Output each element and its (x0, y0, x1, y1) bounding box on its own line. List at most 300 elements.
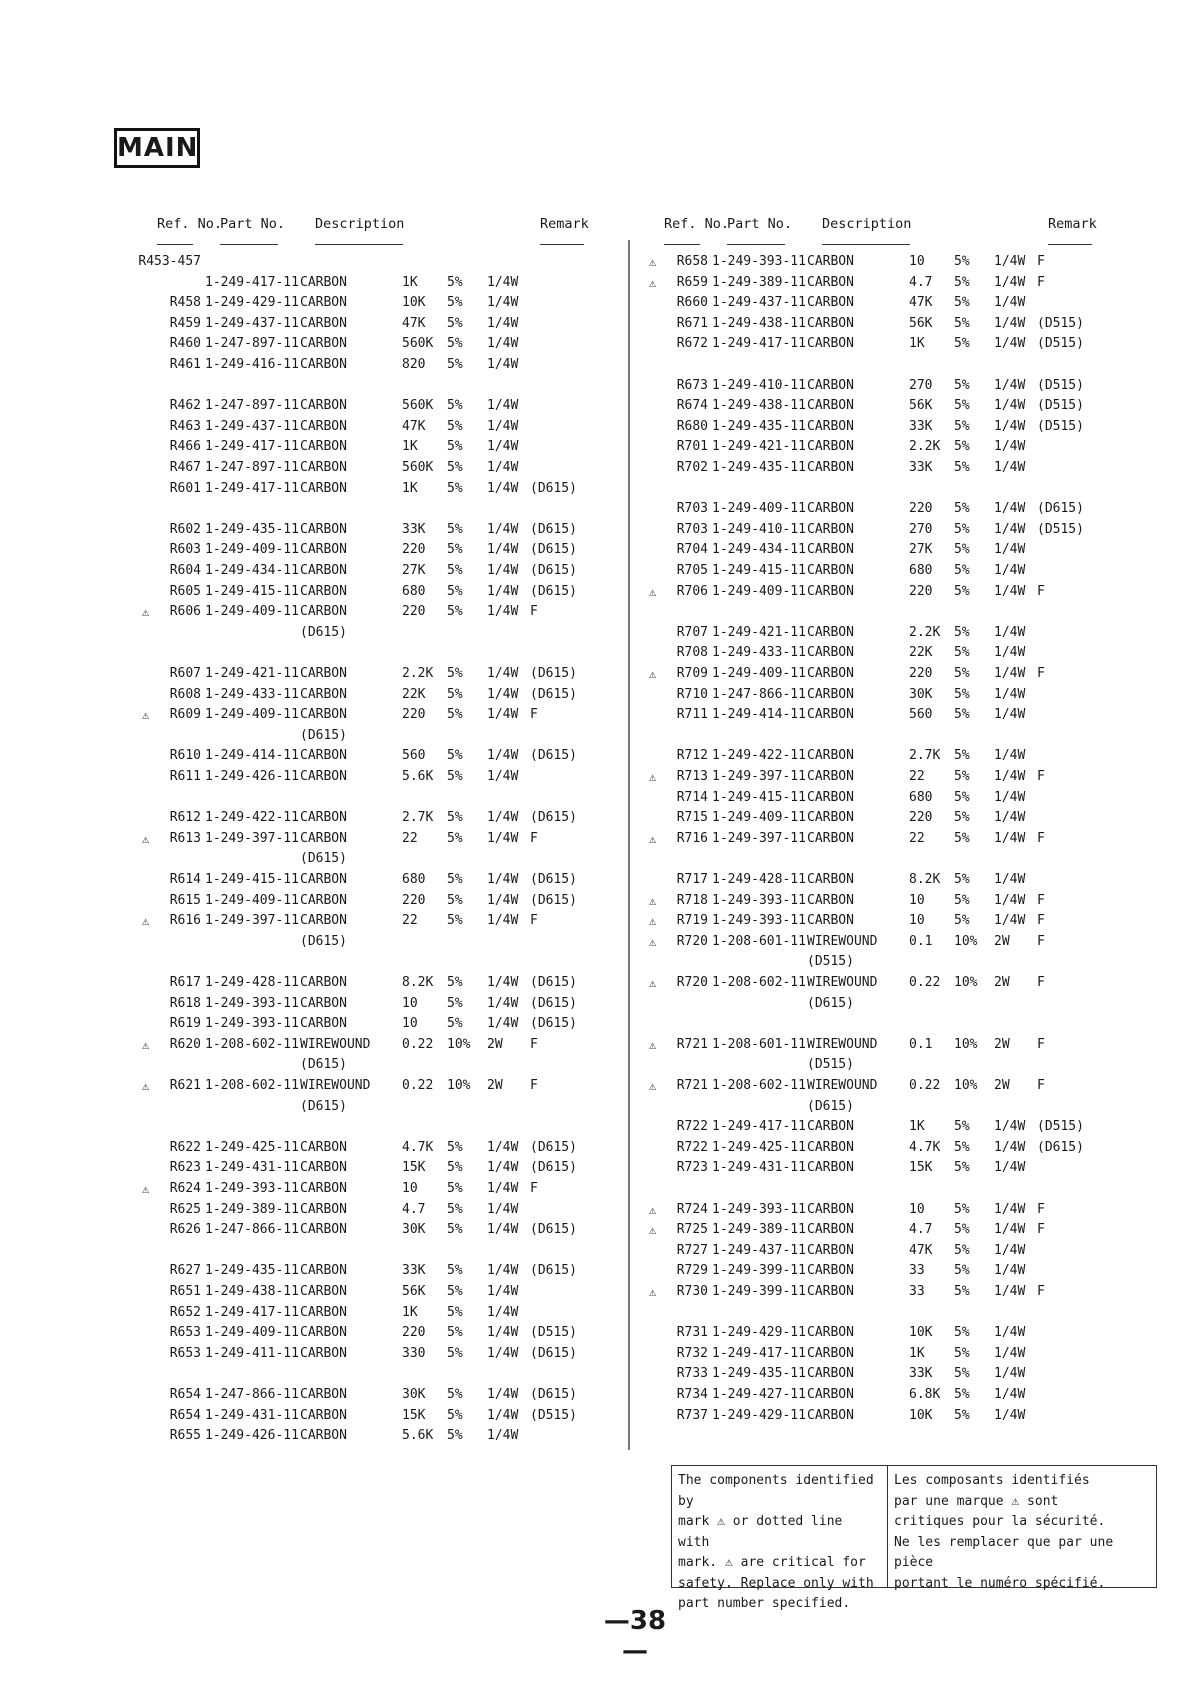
cell-watt: 1/4W (994, 377, 1026, 393)
cell-val: 1K (909, 1119, 925, 1135)
cell-desc: CARBON (807, 295, 854, 311)
table-row (664, 1055, 1124, 1075)
cell-desc: CARBON (807, 583, 854, 599)
cell-val: 33K (909, 460, 933, 475)
warning-triangle-icon: ⚠ (649, 976, 657, 990)
warning-triangle-icon: ⚠ (649, 1037, 657, 1052)
cell-tol: 5% (954, 583, 970, 599)
table-row (664, 788, 1124, 808)
cell-watt: 2W (994, 1078, 1010, 1093)
cell-val: 22 (402, 830, 418, 846)
cell-watt: 1/4W (487, 1387, 519, 1402)
table-row (664, 437, 1124, 457)
cell-tol: 5% (954, 789, 970, 805)
cell-val: 4.7K (402, 1139, 434, 1155)
cell-watt: 1/4W (994, 542, 1026, 558)
safety-note (671, 1465, 1157, 1611)
cell-val: 10K (909, 1407, 933, 1423)
cell-ref: R463 (169, 418, 201, 434)
cell-val: 10 (909, 913, 925, 929)
cell-ref: R604 (169, 563, 201, 578)
warning-triangle-icon: ⚠ (649, 255, 657, 269)
cell-note: (D515) (1037, 418, 1084, 434)
table-row (664, 520, 1124, 540)
cell-watt: 1/4W (994, 1407, 1026, 1423)
cell-watt: 1/4W (994, 686, 1026, 702)
cell-val: 30K (402, 1387, 426, 1402)
cell-note: (D615) (530, 995, 577, 1011)
cell-val: 680 (909, 563, 933, 578)
cell-note: (D615) (1037, 501, 1084, 517)
cell-tol: 5% (954, 439, 970, 455)
cell-desc: CARBON (807, 542, 854, 558)
cell-val: 220 (402, 604, 426, 620)
cell-tol: 5% (954, 1139, 970, 1155)
cell-ref: R453-457 (138, 254, 201, 269)
table-row (157, 1097, 617, 1117)
cell-watt: 1/4W (994, 1222, 1026, 1238)
cell-tol: 5% (447, 295, 463, 311)
cell-note: F (1037, 666, 1045, 681)
cell-desc: CARBON (300, 295, 347, 311)
note-line: mark ⚠ or dotted line with (678, 1514, 843, 1550)
table-row (649, 1035, 1124, 1055)
cell-note: F (1037, 583, 1045, 599)
cell-part: 1-249-421-11 (712, 439, 806, 455)
cell-part: 1-249-414-11 (205, 748, 299, 764)
cell-watt: 1/4W (994, 892, 1026, 908)
table-row (664, 952, 1124, 972)
cell-desc: (D615) (300, 727, 347, 743)
cell-desc: CARBON (300, 892, 347, 908)
table-row (157, 1385, 617, 1405)
cell-desc: CARBON (807, 1387, 854, 1402)
cell-watt: 1/4W (487, 583, 519, 599)
cell-ref: R707 (676, 624, 708, 640)
table-row (142, 911, 617, 931)
cell-val: 220 (909, 583, 933, 599)
table-row (142, 1179, 617, 1199)
cell-ref: R616 (169, 913, 201, 929)
cell-ref: R729 (676, 1263, 708, 1279)
cell-tol: 5% (954, 872, 970, 887)
cell-ref: R614 (169, 872, 201, 887)
table-row (157, 1138, 617, 1158)
cell-part: 1-249-417-11 (205, 274, 299, 290)
column-separator (628, 240, 630, 1450)
cell-val: 220 (402, 707, 426, 723)
cell-part: 1-249-409-11 (205, 604, 299, 620)
cell-desc: CARBON (300, 872, 347, 887)
cell-part: 1-249-422-11 (712, 748, 806, 764)
cell-desc: (D615) (300, 1057, 347, 1073)
cell-part: 1-249-415-11 (712, 563, 806, 578)
warning-triangle-icon: ⚠ (142, 831, 150, 846)
cell-val: 0.22 (909, 975, 941, 990)
table-row (157, 1323, 617, 1343)
cell-val: 330 (402, 1345, 426, 1361)
section-title: MAIN (114, 128, 200, 168)
cell-val: 1K (402, 439, 418, 455)
cell-watt: 1/4W (994, 295, 1026, 311)
cell-ref: R609 (169, 707, 201, 723)
cell-watt: 1/4W (994, 645, 1026, 661)
cell-ref: R712 (676, 748, 708, 764)
cell-part: 1-249-393-11 (712, 1201, 806, 1217)
table-row (142, 1076, 617, 1096)
warning-triangle-icon: ⚠ (649, 1223, 657, 1238)
cell-tol: 5% (447, 1181, 463, 1196)
cell-watt: 1/4W (994, 1160, 1026, 1176)
cell-val: 270 (909, 377, 933, 393)
cell-desc: CARBON (807, 1201, 854, 1217)
cell-ref: R717 (676, 872, 708, 887)
cell-tol: 5% (954, 398, 970, 414)
cell-part: 1-249-438-11 (205, 1284, 299, 1299)
cell-desc: CARBON (300, 1160, 347, 1176)
cell-part: 1-249-417-11 (712, 336, 806, 352)
warning-triangle-icon: ⚠ (142, 1182, 150, 1196)
cell-part: 1-249-437-11 (205, 315, 299, 331)
cell-part: 1-249-393-11 (205, 1016, 299, 1032)
cell-part: 1-249-426-11 (205, 1428, 299, 1444)
cell-watt: 1/4W (994, 624, 1026, 640)
cell-tol: 5% (447, 810, 463, 826)
cell-note: (D615) (530, 1016, 577, 1032)
note-line: critiques pour la sécurité. (894, 1514, 1106, 1529)
cell-note: (D615) (530, 975, 577, 990)
cell-val: 15K (402, 1407, 426, 1423)
cell-tol: 5% (447, 1222, 463, 1238)
cell-val: 0.1 (909, 1036, 933, 1052)
cell-note: F (1037, 1284, 1045, 1299)
cell-part: 1-249-433-11 (712, 645, 806, 661)
cell-watt: 1/4W (994, 336, 1026, 352)
cell-val: 560 (909, 707, 933, 723)
cell-tol: 5% (954, 460, 970, 475)
cell-watt: 1/4W (487, 975, 519, 990)
table-row (649, 1076, 1124, 1096)
warning-triangle-icon: ⚠ (649, 914, 657, 929)
table-row (142, 1035, 617, 1055)
cell-part: 1-249-389-11 (205, 1201, 299, 1217)
table-row (664, 994, 1124, 1014)
cell-ref: R673 (676, 377, 708, 393)
cell-part: 1-208-601-11 (712, 933, 806, 949)
table-row (157, 1406, 617, 1426)
cell-tol: 5% (447, 480, 463, 496)
cell-desc: WIREWOUND (807, 1078, 878, 1093)
cell-part: 1-249-393-11 (205, 1181, 299, 1196)
cell-watt: 1/4W (487, 1407, 519, 1423)
table-row (664, 1385, 1124, 1405)
cell-desc: CARBON (300, 810, 347, 826)
cell-desc: CARBON (300, 913, 347, 929)
cell-ref: R620 (169, 1036, 201, 1052)
cell-tol: 5% (447, 604, 463, 620)
cell-tol: 5% (447, 583, 463, 599)
table-row (649, 582, 1124, 602)
table-row (649, 767, 1124, 787)
cell-ref: R734 (676, 1387, 708, 1402)
warning-triangle-icon: ⚠ (142, 1037, 150, 1052)
table-row (664, 1261, 1124, 1281)
cell-watt: 1/4W (487, 1263, 519, 1279)
cell-desc: CARBON (807, 460, 854, 475)
cell-part: 1-249-399-11 (712, 1284, 806, 1299)
cell-tol: 5% (954, 892, 970, 908)
safety-note-french (888, 1466, 1156, 1591)
cell-desc: CARBON (807, 1160, 854, 1176)
cell-tol: 5% (447, 913, 463, 929)
cell-desc: CARBON (807, 1325, 854, 1341)
cell-ref: R602 (169, 521, 201, 537)
table-row (157, 314, 617, 334)
cell-note: (D515) (530, 1407, 577, 1423)
cell-tol: 5% (447, 1304, 463, 1320)
cell-desc: CARBON (300, 666, 347, 681)
table-row (664, 1117, 1124, 1137)
cell-ref: R619 (169, 1016, 201, 1032)
table-row (142, 705, 617, 725)
cell-desc: (D615) (300, 1098, 347, 1114)
table-row (157, 1055, 617, 1075)
cell-tol: 5% (447, 542, 463, 558)
cell-ref: R711 (676, 707, 708, 723)
table-row (664, 1364, 1124, 1384)
cell-desc: CARBON (300, 1139, 347, 1155)
table-row (157, 293, 617, 313)
cell-part: 1-249-437-11 (205, 418, 299, 434)
cell-val: 1K (909, 1345, 925, 1361)
cell-desc: CARBON (300, 480, 347, 496)
cell-ref: R659 (676, 274, 708, 290)
cell-val: 220 (909, 666, 933, 681)
cell-desc: CARBON (300, 418, 347, 434)
cell-ref: R713 (676, 769, 708, 784)
cell-part: 1-249-434-11 (712, 542, 806, 558)
cell-desc: CARBON (807, 1407, 854, 1423)
cell-watt: 1/4W (487, 1304, 519, 1320)
cell-val: 220 (402, 542, 426, 558)
cell-watt: 1/4W (994, 748, 1026, 764)
cell-ref: R733 (676, 1366, 708, 1382)
cell-desc: CARBON (807, 789, 854, 805)
cell-tol: 5% (954, 666, 970, 681)
cell-tol: 5% (447, 995, 463, 1011)
cell-val: 27K (402, 563, 426, 578)
cell-part: 1-208-602-11 (205, 1036, 299, 1052)
table-row (664, 808, 1124, 828)
cell-val: 560K (402, 398, 434, 414)
warning-triangle-icon: ⚠ (142, 1079, 150, 1093)
cell-watt: 1/4W (487, 460, 519, 475)
cell-ref: R725 (676, 1222, 708, 1238)
table-row (157, 417, 617, 437)
cell-desc: CARBON (300, 1201, 347, 1217)
cell-tol: 5% (954, 336, 970, 352)
cell-desc: CARBON (807, 830, 854, 846)
table-row (157, 849, 617, 869)
cell-tol: 10% (954, 933, 978, 949)
cell-watt: 1/4W (487, 1139, 519, 1155)
cell-tol: 5% (954, 274, 970, 290)
cell-watt: 1/4W (994, 769, 1026, 784)
warning-triangle-icon: ⚠ (142, 914, 150, 929)
cell-watt: 1/4W (487, 1284, 519, 1299)
cell-desc: CARBON (807, 439, 854, 455)
cell-tol: 5% (447, 1284, 463, 1299)
cell-val: 560K (402, 460, 434, 475)
cell-val: 2.2K (909, 439, 941, 455)
cell-part: 1-249-393-11 (712, 254, 806, 269)
cell-note: F (1037, 1078, 1045, 1093)
cell-watt: 1/4W (487, 1345, 519, 1361)
cell-watt: 1/4W (994, 1345, 1026, 1361)
cell-ref: R731 (676, 1325, 708, 1341)
cell-desc: CARBON (807, 377, 854, 393)
cell-desc: CARBON (300, 583, 347, 599)
cell-part: 1-249-409-11 (712, 583, 806, 599)
header-desc-left: Description (315, 216, 405, 232)
cell-watt: 1/4W (487, 418, 519, 434)
cell-desc: WIREWOUND (807, 975, 878, 990)
warning-triangle-icon: ⚠ (649, 770, 657, 784)
cell-watt: 1/4W (994, 913, 1026, 929)
cell-tol: 5% (954, 1345, 970, 1361)
cell-watt: 1/4W (487, 295, 519, 311)
table-row (157, 1014, 617, 1034)
cell-note: (D615) (530, 1139, 577, 1155)
table-row (157, 664, 617, 684)
cell-tol: 5% (447, 357, 463, 372)
cell-tol: 5% (954, 645, 970, 661)
cell-note: (D515) (1037, 315, 1084, 331)
table-row (157, 334, 617, 354)
cell-watt: 1/4W (994, 521, 1026, 537)
cell-ref: R625 (169, 1201, 201, 1217)
cell-ref: R724 (676, 1201, 708, 1217)
table-row (664, 458, 1124, 478)
cell-desc: CARBON (300, 1325, 347, 1341)
cell-tol: 5% (954, 769, 970, 784)
cell-desc: CARBON (300, 521, 347, 537)
cell-ref: R608 (169, 686, 201, 702)
cell-val: 47K (909, 295, 933, 311)
cell-part: 1-249-435-11 (712, 1366, 806, 1382)
cell-note: (D515) (1037, 398, 1084, 414)
note-line: mark. ⚠ are critical for (678, 1555, 866, 1570)
header-underline (540, 244, 584, 245)
cell-desc: CARBON (300, 686, 347, 702)
header-remark-right: Remark (1048, 216, 1097, 232)
cell-ref: R727 (676, 1242, 708, 1258)
cell-desc: CARBON (300, 975, 347, 990)
table-row (157, 808, 617, 828)
header-underline (1048, 244, 1092, 245)
cell-tol: 5% (447, 892, 463, 908)
table-row (664, 1138, 1124, 1158)
cell-tol: 5% (447, 748, 463, 764)
cell-ref: R708 (676, 645, 708, 661)
table-row (664, 561, 1124, 581)
cell-note: (D615) (530, 892, 577, 908)
table-row (157, 561, 617, 581)
cell-part: 1-249-417-11 (712, 1119, 806, 1135)
cell-tol: 10% (954, 975, 978, 990)
cell-tol: 5% (954, 1160, 970, 1176)
cell-val: 8.2K (402, 975, 434, 990)
table-row (664, 1158, 1124, 1178)
cell-val: 6.8K (909, 1387, 941, 1402)
cell-desc: CARBON (300, 1304, 347, 1320)
cell-watt: 1/4W (994, 1366, 1026, 1382)
cell-part: 1-247-897-11 (205, 398, 299, 414)
cell-watt: 1/4W (994, 789, 1026, 805)
table-row (157, 767, 617, 787)
cell-part: 1-249-409-11 (205, 892, 299, 908)
cell-desc: CARBON (807, 501, 854, 517)
table-row (157, 994, 617, 1014)
cell-desc: (D515) (807, 954, 854, 970)
cell-watt: 1/4W (487, 274, 519, 290)
cell-tol: 5% (954, 295, 970, 311)
table-row (157, 396, 617, 416)
cell-ref: R655 (169, 1428, 201, 1444)
cell-desc: CARBON (300, 604, 347, 620)
cell-val: 33K (402, 521, 426, 537)
cell-val: 270 (909, 521, 933, 537)
cell-ref: R732 (676, 1345, 708, 1361)
cell-ref: R722 (676, 1119, 708, 1135)
cell-val: 10 (402, 995, 418, 1011)
cell-part: 1-249-435-11 (205, 521, 299, 537)
cell-val: 0.22 (402, 1078, 434, 1093)
cell-ref: R624 (169, 1181, 201, 1196)
cell-watt: 1/4W (994, 583, 1026, 599)
cell-val: 8.2K (909, 872, 941, 887)
cell-ref: R706 (676, 583, 708, 599)
cell-desc: CARBON (300, 1387, 347, 1402)
cell-desc: CARBON (300, 460, 347, 475)
cell-val: 22 (909, 830, 925, 846)
cell-part: 1-208-601-11 (712, 1036, 806, 1052)
table-row (664, 376, 1124, 396)
cell-tol: 5% (954, 830, 970, 846)
cell-part: 1-249-417-11 (712, 1345, 806, 1361)
cell-val: 1K (402, 1304, 418, 1320)
cell-ref: R460 (169, 336, 201, 352)
cell-part: 1-249-393-11 (712, 892, 806, 908)
cell-val: 680 (402, 583, 426, 599)
table-row (157, 746, 617, 766)
cell-watt: 1/4W (994, 1242, 1026, 1258)
cell-part: 1-249-409-11 (205, 707, 299, 723)
warning-triangle-icon: ⚠ (649, 1202, 657, 1217)
cell-desc: (D615) (300, 933, 347, 949)
cell-desc: CARBON (807, 872, 854, 887)
cell-val: 47K (402, 315, 426, 331)
cell-ref: R654 (169, 1387, 201, 1402)
cell-watt: 1/4W (994, 810, 1026, 826)
cell-tol: 5% (447, 872, 463, 887)
cell-watt: 2W (994, 933, 1010, 949)
cell-ref: R680 (676, 418, 708, 434)
cell-ref: R627 (169, 1263, 201, 1279)
cell-part: 1-249-435-11 (205, 1263, 299, 1279)
table-row (157, 891, 617, 911)
cell-watt: 1/4W (487, 1201, 519, 1217)
